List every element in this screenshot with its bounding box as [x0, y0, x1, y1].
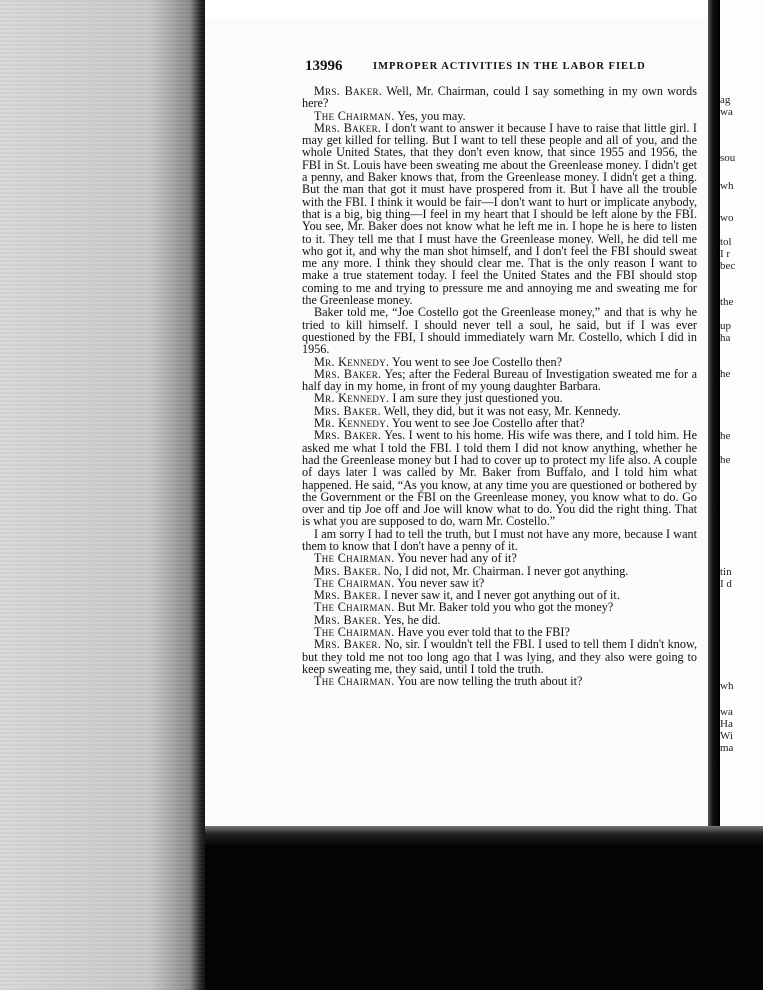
- paragraph-text: I am sorry I had to tell the truth, but I must not have any more, because I want them to know that I don't have a penny of it.: [302, 526, 697, 553]
- scan-left-margin: [0, 0, 205, 990]
- transcript-paragraph: [302, 306, 697, 355]
- transcript-body: [302, 85, 697, 688]
- paragraph-text: I don't want to answer it because I have to raise that little girl. I may get killed for telling. But I want to tell these people and all of you, and the whole United States, that they don't even know, that since 1955 and 1956, the FBI in St. Louis have been sweating me about the Greenlease money. I didn't get a penny, and Baker knows that, from the Greenlease money. I didn't get a thing. But the man that got it must have prospered from it. But I have all the trouble with the FBI. I think it would be fair—I don't want to hurt or implicate anybody, that is a big, big thing—I feel in my heart that I should be left alone by the FBI. You see, Mr. Baker does not know what he left me in. I hope he is here to listen to it. They tell me that I must have the Greenlease money. Well, he did tell me who got it, and why the man shot himself, and I don't feel the FBI should sweat me any more. I think they should clear me. That is the only reason I want to make a true statement today. I feel the United States and the FBI should stop coming to me and trying to pressure me and annoying me and sweating me for the Greenlease money.: [302, 120, 697, 308]
- facing-page-fragment: he: [720, 454, 731, 466]
- speaker-label: Mr. Kennedy.: [314, 354, 390, 369]
- facing-page-fragment: ma: [720, 742, 734, 754]
- speaker-label: The Chairman.: [314, 674, 395, 689]
- paragraph-text: I never saw it, and I never got anything out of it.: [383, 588, 620, 603]
- speaker-label: Mrs. Baker.: [314, 120, 382, 135]
- facing-page-fragment: bec: [720, 260, 736, 272]
- speaker-label: Mrs. Baker.: [314, 366, 382, 381]
- facing-page-fragment: wa: [720, 706, 733, 718]
- speaker-label: The Chairman.: [314, 575, 395, 590]
- transcript-paragraph: [302, 675, 697, 687]
- speaker-label: Mr. Kennedy.: [314, 416, 390, 431]
- speaker-label: The Chairman.: [314, 551, 395, 566]
- paragraph-text: Well, Mr. Chairman, could I say something in my own words here?: [302, 84, 698, 111]
- facing-page-fragment: Wi: [720, 730, 733, 742]
- facing-page-fragment: I r: [720, 248, 731, 260]
- paragraph-text: You are now telling the truth about it?: [397, 674, 583, 689]
- paragraph-text: You never had any of it?: [397, 551, 517, 566]
- facing-page-fragment: tol: [720, 236, 732, 248]
- paragraph-text: I am sure they just questioned you.: [392, 391, 563, 406]
- facing-page-fragment: wo: [720, 212, 734, 224]
- facing-page-fragment: Ha: [720, 718, 733, 730]
- facing-page-fragment: wh: [720, 180, 734, 192]
- speaker-label: The Chairman.: [314, 600, 395, 615]
- facing-page-fragment: up: [720, 320, 731, 332]
- speaker-label: The Chairman.: [314, 108, 395, 123]
- facing-page-fragment: he: [720, 430, 731, 442]
- speaker-label: The Chairman.: [314, 625, 395, 640]
- paragraph-text: No, sir. I wouldn't tell the FBI. I used to tell them I didn't know, but they told me not too long ago that I was lying, and they also were going to keep sweating me, they said, until I told the truth.: [302, 637, 697, 676]
- facing-page-fragment: sou: [720, 152, 736, 164]
- facing-page-fragment: he: [720, 368, 731, 380]
- facing-page-fragment: the: [720, 296, 734, 308]
- running-title: IMPROPER ACTIVITIES IN THE LABOR FIELD: [373, 61, 646, 72]
- document-page: [205, 18, 710, 826]
- facing-page-fragment: tin: [720, 566, 732, 578]
- facing-page-edge: [720, 0, 763, 836]
- scan-bottom-band: [205, 826, 763, 990]
- transcript-paragraph: [302, 429, 697, 527]
- page-header: [305, 58, 705, 76]
- paragraph-text: No, I did not, Mr. Chairman. I never got anything.: [383, 563, 629, 578]
- paragraph-text: Yes; after the Federal Bureau of Investigation sweated me for a half day in my home, in front of my young daughter Barbara.: [302, 366, 697, 394]
- speaker-label: Mrs. Baker.: [314, 637, 382, 652]
- facing-page-fragment: ha: [720, 332, 731, 344]
- transcript-paragraph: [302, 638, 697, 675]
- speaker-label: Mrs. Baker.: [314, 428, 382, 443]
- paragraph-text: Yes, he did.: [383, 612, 441, 627]
- transcript-paragraph: [302, 85, 697, 110]
- paragraph-text: You went to see Joe Costello then?: [391, 354, 563, 369]
- speaker-label: Mrs. Baker.: [314, 563, 381, 578]
- paragraph-text: Well, they did, but it was not easy, Mr. Kennedy.: [383, 403, 621, 418]
- speaker-label: Mrs. Baker.: [314, 588, 381, 603]
- facing-page-fragment: ag: [720, 94, 731, 106]
- paragraph-text: But Mr. Baker told you who got the money?: [397, 600, 614, 615]
- transcript-paragraph: [302, 528, 697, 553]
- page-number: 13996: [305, 58, 343, 74]
- speaker-label: Mr. Kennedy.: [314, 391, 390, 406]
- paragraph-text: Yes, you may.: [397, 108, 466, 123]
- facing-page-fragment: I d: [720, 578, 732, 590]
- paragraph-text: Have you ever told that to the FBI?: [397, 625, 570, 640]
- paragraph-text: Baker told me, “Joe Costello got the Greenlease money,” and that is why he tried to kill himself. I should never tell a soul, he said, but if I was ever questioned by the FBI, I should immediately warn Mr. Costello, which I did in 1956.: [302, 305, 697, 357]
- facing-page-fragment: wh: [720, 680, 734, 692]
- paragraph-text: You never saw it?: [397, 575, 485, 590]
- speaker-label: Mrs. Baker.: [314, 403, 381, 418]
- paragraph-text: You went to see Joe Costello after that?: [391, 416, 585, 431]
- transcript-paragraph: [302, 122, 697, 306]
- transcript-paragraph: [302, 368, 697, 393]
- paragraph-text: Yes. I went to his home. His wife was there, and I told him. He asked me what I told the FBI. I told them I did not know anything, whether he had the Greenlease money but I had to cover up to protect my life also. A couple of days later I was called by Mr. Baker from Buffalo, and I told him what happened. He said, “As you know, at any time you are questioned or bothered by the Government or the FBI on the Greenlease money, you know what to do. Go over and tip Joe off and Joe will know what to do. You did the right thing. That is what you are supposed to do, warn Mr. Costello.”: [302, 428, 697, 529]
- speaker-label: Mrs. Baker.: [314, 612, 381, 627]
- facing-page-fragment: wa: [720, 106, 733, 118]
- speaker-label: Mrs. Baker.: [314, 84, 383, 98]
